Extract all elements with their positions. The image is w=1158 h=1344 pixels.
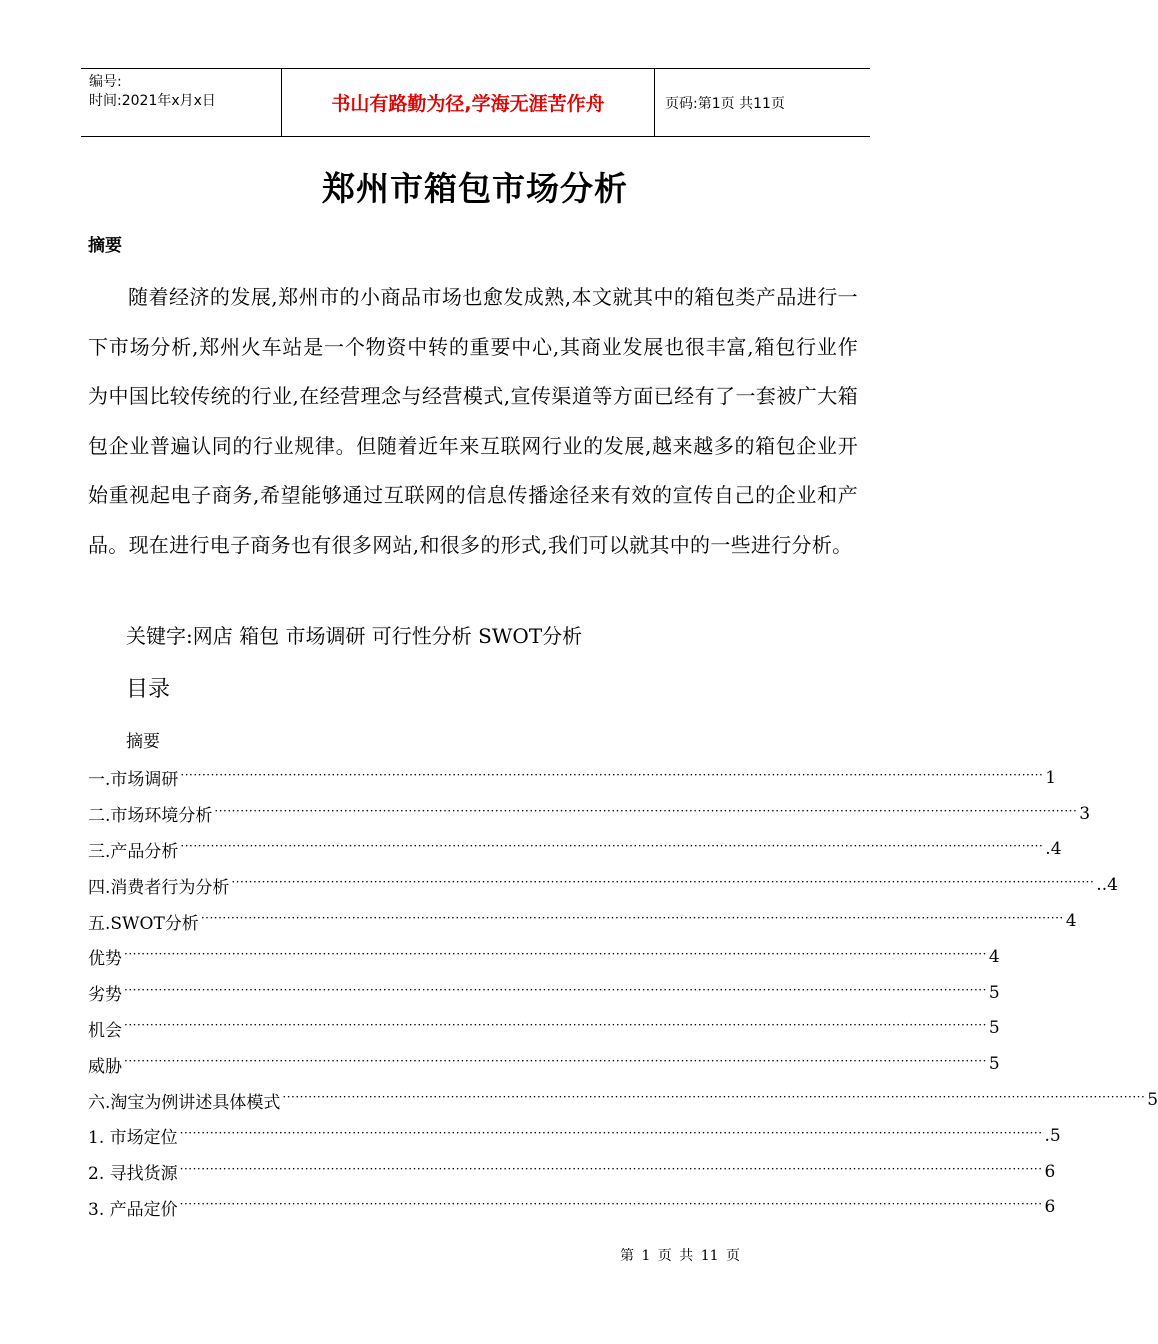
toc-leader-dots: ········································································································································································································	[179, 1125, 1043, 1140]
toc-item[interactable]	[88, 1190, 1056, 1226]
toc-item-page: 3	[1079, 803, 1091, 824]
toc-item[interactable]	[88, 1082, 1158, 1118]
toc-item-label: 威胁	[88, 1056, 122, 1077]
toc-item-page: 6	[1044, 1161, 1056, 1182]
toc-item-label: 劣势	[88, 985, 122, 1006]
toc-leader-dots: ········································································································································································································	[180, 839, 1044, 854]
toc-leader-dots: ········································································································································································································	[124, 1054, 987, 1069]
toc-item[interactable]	[88, 975, 1000, 1011]
toc-item[interactable]	[88, 1011, 1000, 1047]
keywords-line: 关键字:网店 箱包 市场调研 可行性分析 SWOT分析	[126, 624, 583, 648]
toc-item-page: ..4	[1096, 875, 1118, 896]
toc-leader-dots: ········································································································································································································	[124, 982, 987, 997]
toc-item-label: 三.产品分析	[88, 841, 179, 862]
document-header	[81, 68, 870, 137]
toc-item-page: .5	[1044, 1125, 1061, 1146]
toc-item-page: 5	[988, 1054, 1000, 1075]
toc-item[interactable]	[88, 832, 1062, 868]
toc-item[interactable]	[88, 1154, 1056, 1190]
toc-item[interactable]	[88, 1046, 1000, 1082]
toc-item-page: 5	[988, 982, 1000, 1003]
toc-item-label: 一.市场调研	[88, 770, 179, 791]
toc-item[interactable]	[88, 939, 1000, 975]
toc-item-label: 五.SWOT分析	[88, 913, 199, 934]
document-title: 郑州市箱包市场分析	[322, 169, 628, 208]
toc-item-page: 5	[1147, 1090, 1158, 1111]
code-label: 编号:	[89, 74, 122, 90]
toc-leader-dots: ········································································································································································································	[231, 875, 1095, 890]
toc-item-label: 六.淘宝为例讲述具体模式	[88, 1092, 281, 1113]
toc-item-page: 4	[988, 946, 1000, 967]
toc-item-page: 5	[988, 1018, 1000, 1039]
toc-leader-dots: ········································································································································································································	[214, 803, 1078, 818]
toc-item[interactable]	[88, 796, 1091, 832]
toc-item[interactable]	[88, 760, 1057, 796]
table-of-contents	[88, 760, 1158, 1225]
toc-item-label: 1. 市场定位	[88, 1128, 178, 1149]
toc-leader-dots: ········································································································································································································	[180, 767, 1044, 782]
toc-leader-dots: ········································································································································································································	[179, 1161, 1043, 1176]
toc-leader-dots: ········································································································································································································	[124, 1018, 987, 1033]
time-label: 时间:2021年x月x日	[89, 93, 216, 109]
toc-item-page: 6	[1044, 1197, 1056, 1218]
toc-item-label: 3. 产品定价	[88, 1199, 178, 1220]
toc-item-page: .4	[1045, 839, 1062, 860]
toc-item-label: 2. 寻找货源	[88, 1164, 178, 1185]
toc-leader-dots: ········································································································································································································	[124, 946, 987, 961]
toc-item-label: 四.消费者行为分析	[88, 877, 230, 898]
header-meta	[81, 69, 282, 136]
toc-leader-dots: ········································································································································································································	[282, 1090, 1146, 1105]
toc-item[interactable]	[88, 1118, 1061, 1154]
toc-title: 目录	[126, 677, 171, 702]
abstract-heading: 摘要	[88, 236, 122, 256]
toc-leader-dots: ········································································································································································································	[200, 911, 1064, 926]
header-page-info: 页码:第1页 共11页	[665, 95, 785, 112]
toc-abstract-entry: 摘要	[126, 732, 160, 752]
page-footer: 第 1 页 共 11 页	[620, 1248, 740, 1264]
toc-item-page: 1	[1045, 767, 1057, 788]
toc-item-page: 4	[1065, 911, 1077, 932]
toc-item-label: 二.市场环境分析	[88, 806, 213, 827]
toc-item[interactable]	[88, 903, 1077, 939]
toc-item-label: 机会	[88, 1020, 122, 1041]
header-motto: 书山有路勤为径,学海无涯苦作舟	[282, 69, 655, 136]
toc-leader-dots: ········································································································································································································	[179, 1197, 1043, 1212]
toc-item[interactable]	[88, 867, 1118, 903]
toc-item-label: 优势	[88, 949, 122, 970]
abstract-body: 随着经济的发展,郑州市的小商品市场也愈发成熟,本文就其中的箱包类产品进行一下市场分析,郑州火车站是一个物资中转的重要中心,其商业发展也很丰富,箱包行业作为中国比较传统的行业,在经营理念与经营模式,宣传渠道等方面已经有了一套被广大箱包企业普遍认同的行业规律。但随着近年来互联网行业的发展,越来越多的箱包企业开始重视起电子商务,希望能够通过互联网的信息传播途径来有效的宣传自己的企业和产品。现在进行电子商务也有很多网站,和很多的形式,我们可以就其中的一些进行分析。	[88, 285, 858, 557]
